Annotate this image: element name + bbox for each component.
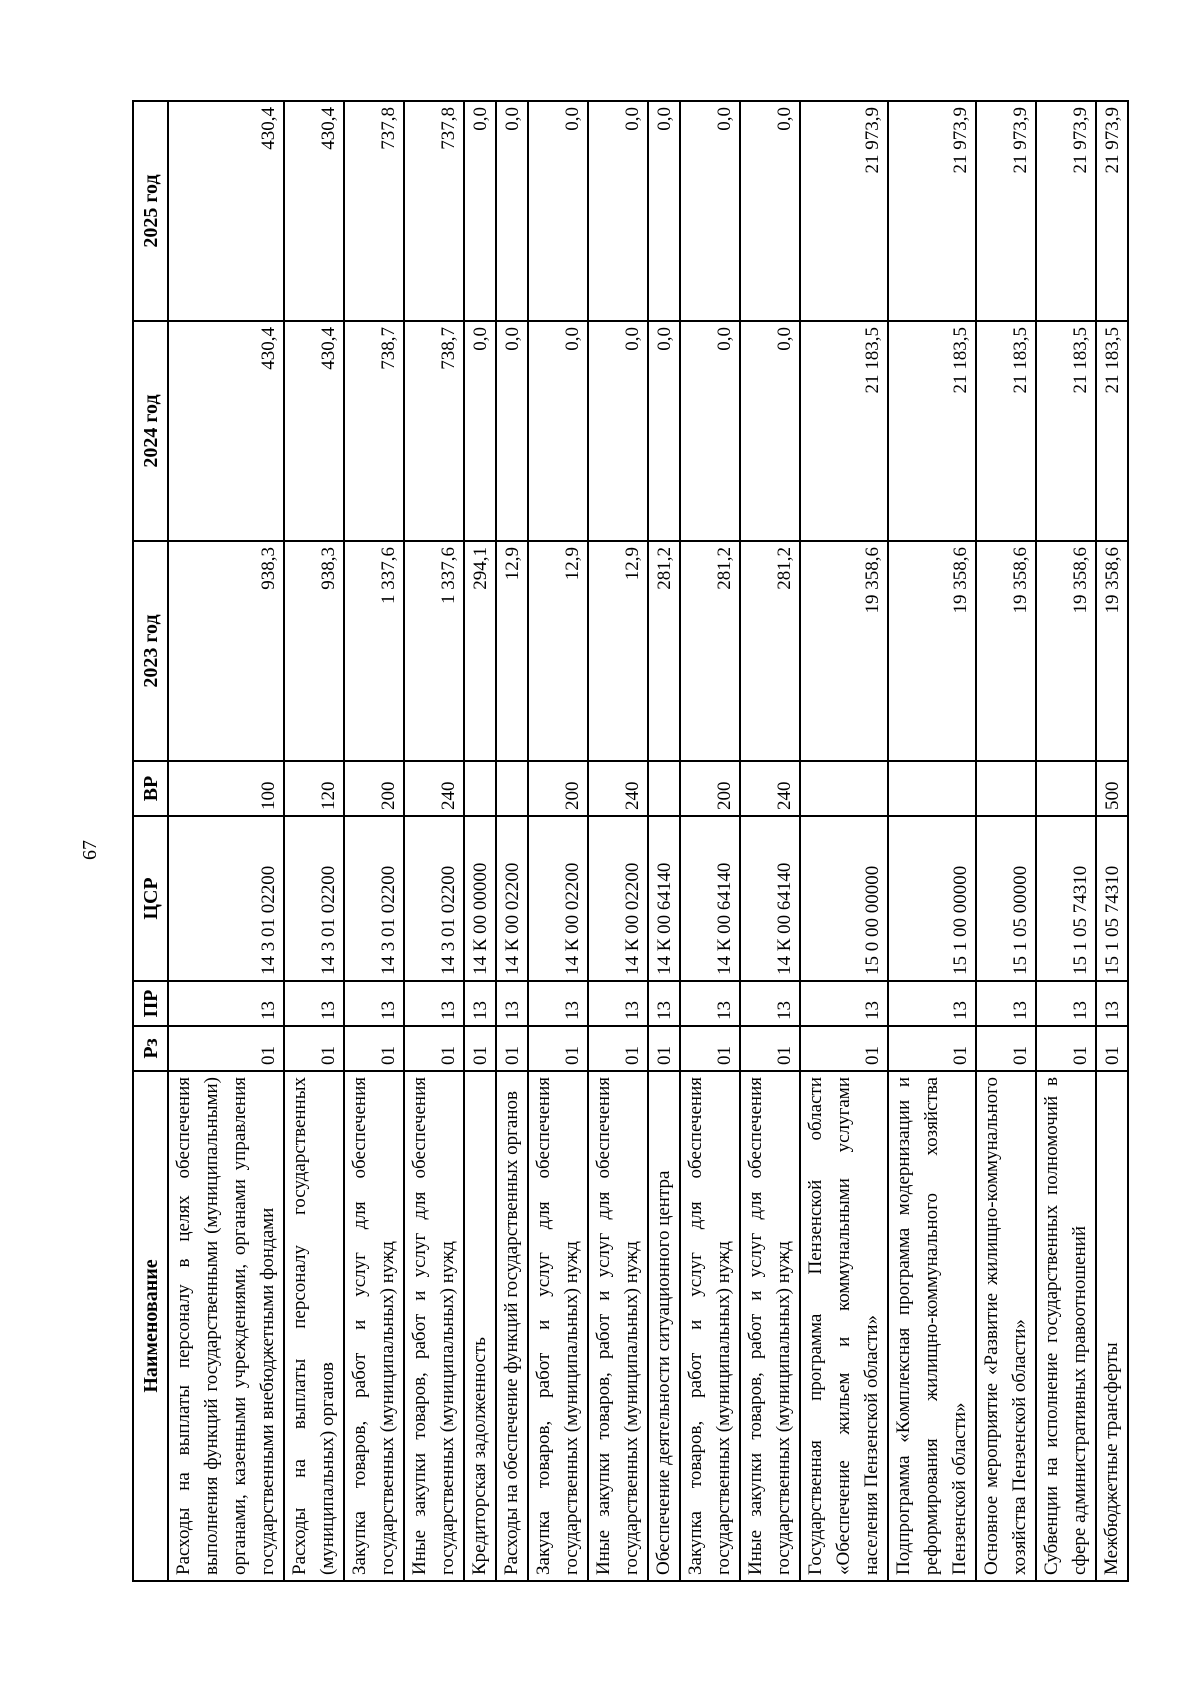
cell-pr: 13: [976, 981, 1036, 1026]
cell-vr: [1036, 761, 1096, 816]
cell-name: Иные закупки товаров, работ и услуг для обеспечения государственных (муниципальных) нужд: [404, 1071, 464, 1581]
cell-2025: 21 973,9: [1096, 101, 1128, 321]
cell-vr: [496, 761, 528, 816]
table-row: [976, 101, 1036, 1581]
header-csr: ЦСР: [133, 816, 168, 981]
cell-vr: [464, 761, 496, 816]
header-2024: 2024 год: [133, 321, 168, 541]
table-body: [168, 101, 1128, 1581]
cell-pr: 13: [404, 981, 464, 1026]
cell-rz: 01: [464, 1026, 496, 1071]
table-row: [284, 101, 344, 1581]
cell-pr: 13: [648, 981, 680, 1026]
cell-2025: 21 973,9: [976, 101, 1036, 321]
cell-2023: 19 358,6: [976, 541, 1036, 761]
cell-name: Иные закупки товаров, работ и услуг для обеспечения государственных (муниципальных) нужд: [740, 1071, 800, 1581]
cell-rz: 01: [1096, 1026, 1128, 1071]
cell-2025: 0,0: [496, 101, 528, 321]
cell-csr: 14 К 00 02200: [588, 816, 648, 981]
cell-csr: 14 3 01 02200: [344, 816, 404, 981]
page-number: 67: [78, 840, 101, 860]
cell-2025: 430,4: [168, 101, 284, 321]
cell-2024: 430,4: [168, 321, 284, 541]
cell-2025: 21 973,9: [1036, 101, 1096, 321]
cell-2023: 12,9: [496, 541, 528, 761]
cell-rz: 01: [404, 1026, 464, 1071]
cell-2024: 0,0: [588, 321, 648, 541]
cell-csr: 14 3 01 02200: [284, 816, 344, 981]
cell-2023: 19 358,6: [1036, 541, 1096, 761]
cell-2025: 21 973,9: [888, 101, 976, 321]
cell-csr: 14 К 00 64140: [648, 816, 680, 981]
cell-pr: 13: [1036, 981, 1096, 1026]
cell-rz: 01: [800, 1026, 888, 1071]
header-2025: 2025 год: [133, 101, 168, 321]
table-row: [1036, 101, 1096, 1581]
cell-name: Кредиторская задолженность: [464, 1071, 496, 1581]
cell-vr: 100: [168, 761, 284, 816]
cell-2024: 21 183,5: [800, 321, 888, 541]
cell-2023: 19 358,6: [800, 541, 888, 761]
header-rz: Рз: [133, 1026, 168, 1071]
table-row: [528, 101, 588, 1581]
cell-2024: 21 183,5: [1096, 321, 1128, 541]
cell-2023: 12,9: [528, 541, 588, 761]
table-row: [680, 101, 740, 1581]
cell-pr: 13: [284, 981, 344, 1026]
cell-vr: 200: [344, 761, 404, 816]
table-row: [464, 101, 496, 1581]
table-row: [344, 101, 404, 1581]
cell-vr: 240: [740, 761, 800, 816]
cell-csr: 14 К 00 64140: [740, 816, 800, 981]
cell-name: Расходы на выплаты персоналу государственных (муниципальных) органов: [284, 1071, 344, 1581]
cell-pr: 13: [680, 981, 740, 1026]
cell-csr: 14 К 00 00000: [464, 816, 496, 981]
cell-name: Субвенции на исполнение государственных полномочий в сфере административных правоотношений: [1036, 1071, 1096, 1581]
cell-2024: 738,7: [344, 321, 404, 541]
cell-vr: 200: [528, 761, 588, 816]
cell-pr: 13: [800, 981, 888, 1026]
cell-2023: 281,2: [680, 541, 740, 761]
cell-2023: 12,9: [588, 541, 648, 761]
cell-rz: 01: [648, 1026, 680, 1071]
cell-2024: 0,0: [648, 321, 680, 541]
cell-2024: 0,0: [680, 321, 740, 541]
cell-name: Межбюджетные трансферты: [1096, 1071, 1128, 1581]
cell-csr: 15 1 00 00000: [888, 816, 976, 981]
cell-2024: 21 183,5: [1036, 321, 1096, 541]
cell-2023: 938,3: [168, 541, 284, 761]
cell-vr: 120: [284, 761, 344, 816]
cell-csr: 15 0 00 00000: [800, 816, 888, 981]
cell-2025: 737,8: [404, 101, 464, 321]
cell-2025: 0,0: [588, 101, 648, 321]
cell-vr: 240: [404, 761, 464, 816]
table-row: [588, 101, 648, 1581]
budget-table: [132, 100, 1129, 1582]
cell-csr: 14 К 00 02200: [496, 816, 528, 981]
cell-2023: 294,1: [464, 541, 496, 761]
table-row: [1096, 101, 1128, 1581]
cell-name: Закупка товаров, работ и услуг для обеспечения государственных (муниципальных) нужд: [344, 1071, 404, 1581]
cell-2023: 1 337,6: [344, 541, 404, 761]
table-row: [168, 101, 284, 1581]
header-pr: ПР: [133, 981, 168, 1026]
cell-2025: 21 973,9: [800, 101, 888, 321]
cell-2025: 737,8: [344, 101, 404, 321]
cell-name: Государственная программа Пензенской области «Обеспечение жильем и коммунальными услугами населения Пензенской области»: [800, 1071, 888, 1581]
cell-pr: 13: [528, 981, 588, 1026]
cell-2024: 21 183,5: [888, 321, 976, 541]
cell-pr: 13: [496, 981, 528, 1026]
table-row: [800, 101, 888, 1581]
cell-csr: 14 3 01 02200: [404, 816, 464, 981]
cell-2025: 0,0: [464, 101, 496, 321]
cell-2024: 0,0: [528, 321, 588, 541]
table-row: [648, 101, 680, 1581]
cell-vr: [976, 761, 1036, 816]
cell-2024: 430,4: [284, 321, 344, 541]
cell-name: Закупка товаров, работ и услуг для обеспечения государственных (муниципальных) нужд: [680, 1071, 740, 1581]
cell-csr: 15 1 05 74310: [1096, 816, 1128, 981]
cell-2023: 19 358,6: [1096, 541, 1128, 761]
cell-pr: 13: [740, 981, 800, 1026]
cell-2025: 0,0: [528, 101, 588, 321]
table-row: [740, 101, 800, 1581]
cell-pr: 13: [168, 981, 284, 1026]
cell-name: Расходы на выплаты персоналу в целях обеспечения выполнения функций государственными (муниципальными) органами, казенными учреждениями, органами управления государственными внебюджетными фондами: [168, 1071, 284, 1581]
header-vr: ВР: [133, 761, 168, 816]
cell-2025: 0,0: [648, 101, 680, 321]
cell-2024: 0,0: [496, 321, 528, 541]
cell-pr: 13: [1096, 981, 1128, 1026]
table-row: [496, 101, 528, 1581]
cell-vr: 500: [1096, 761, 1128, 816]
cell-vr: [648, 761, 680, 816]
cell-rz: 01: [1036, 1026, 1096, 1071]
cell-2024: 738,7: [404, 321, 464, 541]
cell-name: Основное мероприятие «Развитие жилищно-коммунального хозяйства Пензенской области»: [976, 1071, 1036, 1581]
cell-2024: 21 183,5: [976, 321, 1036, 541]
cell-2025: 430,4: [284, 101, 344, 321]
cell-csr: 14 К 00 64140: [680, 816, 740, 981]
cell-name: Закупка товаров, работ и услуг для обеспечения государственных (муниципальных) нужд: [528, 1071, 588, 1581]
cell-vr: 200: [680, 761, 740, 816]
cell-2024: 0,0: [740, 321, 800, 541]
cell-name: Иные закупки товаров, работ и услуг для обеспечения государственных (муниципальных) нужд: [588, 1071, 648, 1581]
cell-csr: 14 3 01 02200: [168, 816, 284, 981]
cell-2023: 281,2: [648, 541, 680, 761]
cell-rz: 01: [740, 1026, 800, 1071]
cell-name: Подпрограмма «Комплексная программа модернизации и реформирования жилищно-коммунального хозяйства Пензенской области»: [888, 1071, 976, 1581]
cell-csr: 15 1 05 74310: [1036, 816, 1096, 981]
cell-name: Расходы на обеспечение функций государственных органов: [496, 1071, 528, 1581]
cell-2023: 281,2: [740, 541, 800, 761]
cell-rz: 01: [888, 1026, 976, 1071]
header-2023: 2023 год: [133, 541, 168, 761]
table-row: [888, 101, 976, 1581]
cell-2023: 19 358,6: [888, 541, 976, 761]
cell-pr: 13: [588, 981, 648, 1026]
cell-2023: 938,3: [284, 541, 344, 761]
cell-rz: 01: [588, 1026, 648, 1071]
cell-rz: 01: [680, 1026, 740, 1071]
cell-csr: 14 К 00 02200: [528, 816, 588, 981]
cell-pr: 13: [464, 981, 496, 1026]
header-name: Наименование: [133, 1071, 168, 1581]
cell-pr: 13: [888, 981, 976, 1026]
cell-rz: 01: [344, 1026, 404, 1071]
cell-csr: 15 1 05 00000: [976, 816, 1036, 981]
cell-rz: 01: [496, 1026, 528, 1071]
budget-table-container: [132, 102, 1123, 1582]
cell-vr: [800, 761, 888, 816]
cell-rz: 01: [284, 1026, 344, 1071]
cell-rz: 01: [976, 1026, 1036, 1071]
cell-vr: 240: [588, 761, 648, 816]
cell-rz: 01: [168, 1026, 284, 1071]
cell-2025: 0,0: [680, 101, 740, 321]
cell-rz: 01: [528, 1026, 588, 1071]
cell-2025: 0,0: [740, 101, 800, 321]
cell-vr: [888, 761, 976, 816]
table-header-row: [133, 101, 168, 1581]
cell-name: Обеспечение деятельности ситуационного центра: [648, 1071, 680, 1581]
cell-pr: 13: [344, 981, 404, 1026]
cell-2024: 0,0: [464, 321, 496, 541]
table-row: [404, 101, 464, 1581]
cell-2023: 1 337,6: [404, 541, 464, 761]
